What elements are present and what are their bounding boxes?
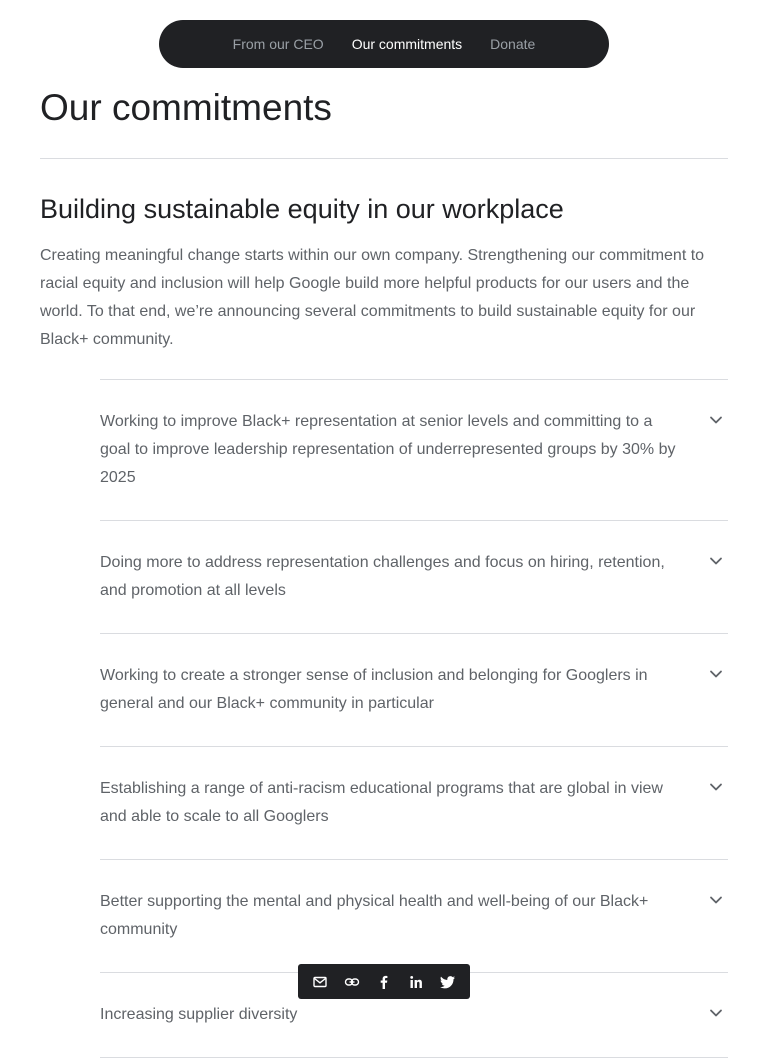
accordion-item-representation-challenges[interactable] <box>100 521 728 634</box>
linkedin-icon <box>408 974 424 990</box>
share-email-button[interactable] <box>308 970 332 994</box>
link-icon <box>344 974 360 990</box>
section-heading: Building sustainable equity in our workplace <box>40 194 564 224</box>
nav-our-commitments[interactable]: Our commitments <box>351 36 463 52</box>
twitter-icon <box>440 974 456 990</box>
mail-icon <box>312 974 328 990</box>
chevron-down-icon <box>708 892 724 908</box>
chevron-down-icon <box>708 412 724 428</box>
accordion-item-label: Better supporting the mental and physical health and well-being of our Black+ community <box>100 893 649 938</box>
share-link-button[interactable] <box>340 970 364 994</box>
chevron-down-icon <box>708 666 724 682</box>
share-linkedin-button[interactable] <box>404 970 428 994</box>
title-divider <box>40 158 728 159</box>
nav-from-our-ceo[interactable]: From our CEO <box>232 36 324 52</box>
accordion-item-leadership-representation[interactable] <box>100 380 728 521</box>
accordion-item-anti-racism-education[interactable] <box>100 747 728 860</box>
accordion-item-inclusion-belonging[interactable] <box>100 634 728 747</box>
share-bar <box>298 964 470 999</box>
accordion-item-label: Establishing a range of anti-racism educational programs that are global in view and able to scale to all Googlers <box>100 780 663 825</box>
share-twitter-button[interactable] <box>436 970 460 994</box>
accordion-item-health-wellbeing[interactable] <box>100 860 728 973</box>
top-navigation <box>159 20 609 68</box>
facebook-icon <box>376 974 392 990</box>
accordion-item-label: Increasing supplier diversity <box>100 1006 298 1023</box>
nav-donate[interactable]: Donate <box>490 36 536 52</box>
share-facebook-button[interactable] <box>372 970 396 994</box>
section-intro: Creating meaningful change starts within our own company. Strengthening our commitment to racial equity and inclusion will help Google build more helpful products for our users and the world. To that end, we’re announcing several commitments to build sustainable equity for our Black+ community. <box>40 247 705 348</box>
chevron-down-icon <box>708 553 724 569</box>
accordion-item-label: Working to improve Black+ representation at senior levels and committing to a goal to improve leadership representation of underrepresented groups by 30% by 2025 <box>100 413 676 486</box>
commitments-accordion <box>100 379 728 1058</box>
chevron-down-icon <box>708 779 724 795</box>
accordion-item-label: Working to create a stronger sense of inclusion and belonging for Googlers in general and our Black+ community in particular <box>100 667 648 712</box>
accordion-item-label: Doing more to address representation challenges and focus on hiring, retention, and promotion at all levels <box>100 554 665 599</box>
chevron-down-icon <box>708 1005 724 1021</box>
page-title: Our commitments <box>40 87 332 128</box>
